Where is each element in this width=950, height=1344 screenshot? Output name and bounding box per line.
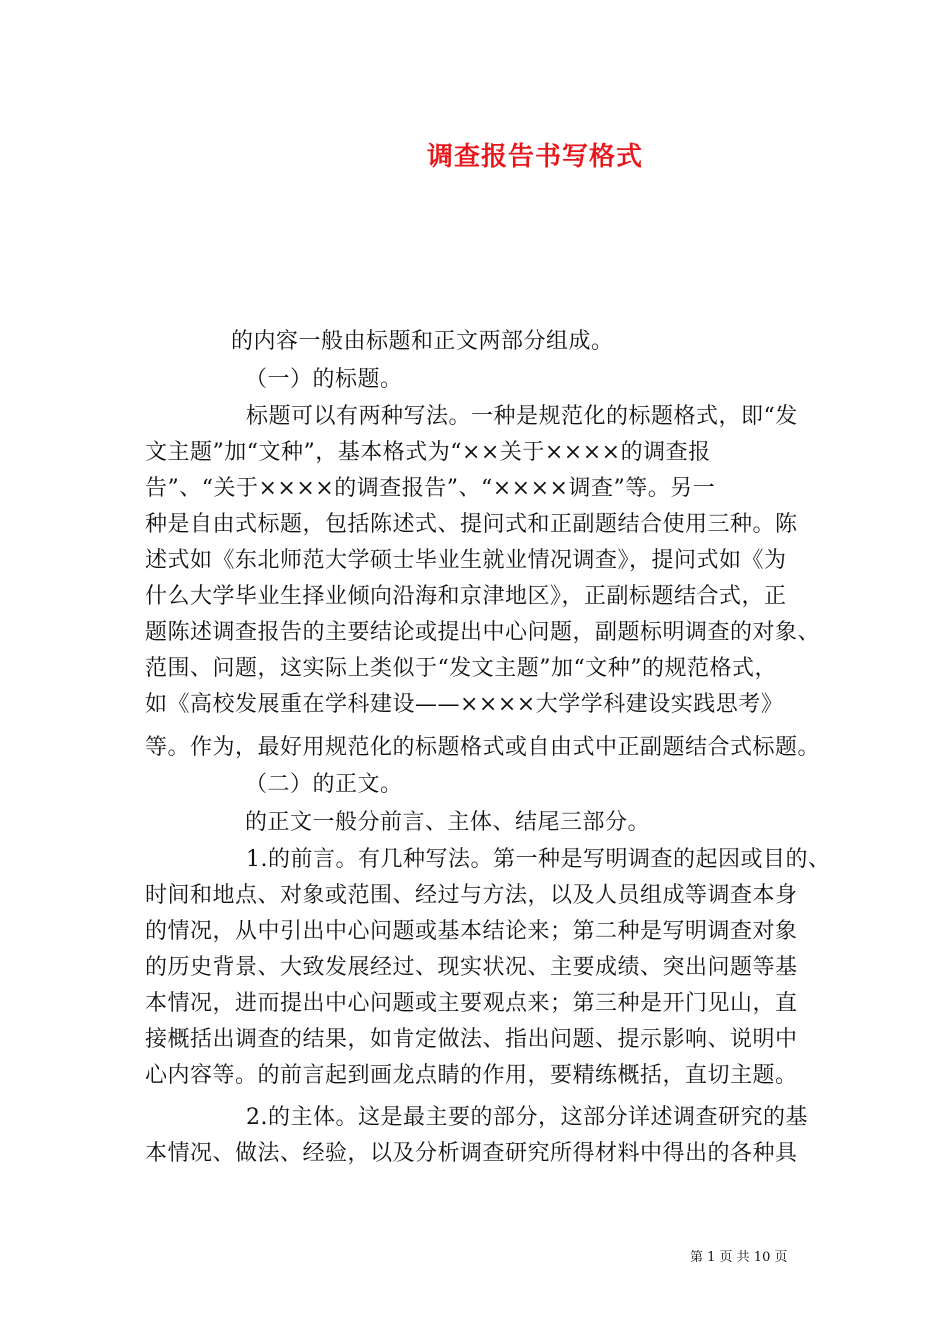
section-heading: （二）的正文。 bbox=[245, 772, 403, 797]
text-line: 告”、“关于××××的调查报告”、“××××调查”等。另一 bbox=[145, 476, 716, 501]
text-line: 文主题”加“文种”，基本格式为“××关于××××的调查报 bbox=[145, 440, 711, 465]
text-line: 的内容一般由标题和正文两部分组成。 bbox=[231, 329, 614, 354]
text-line: 种是自由式标题，包括陈述式、提问式和正副题结合使用三种。陈 bbox=[145, 512, 798, 537]
text-line: 题陈述调查报告的主要结论或提出中心问题，副题标明调查的对象、 bbox=[145, 620, 821, 645]
text-line: 心内容等。的前言起到画龙点睛的作用，要精练概括，直切主题。 bbox=[145, 1063, 798, 1088]
text-line: 本情况，进而提出中心问题或主要观点来；第三种是开门见山，直 bbox=[145, 991, 798, 1016]
section-heading: （一）的标题。 bbox=[245, 367, 403, 392]
text-line: 什么大学毕业生择业倾向沿海和京津地区》，正副标题结合式，正 bbox=[145, 584, 787, 609]
text-line: 的正文一般分前言、主体、结尾三部分。 bbox=[245, 810, 651, 835]
text-line: 如《高校发展重在学科建设——××××大学学科建设实践思考》 bbox=[145, 692, 784, 717]
text-line: 范围、问题，这实际上类似于“发文主题”加“文种”的规范格式， bbox=[145, 656, 777, 681]
text-line: 本情况、做法、经验，以及分析调查研究所得材料中得出的各种具 bbox=[145, 1141, 798, 1166]
text-line: 时间和地点、对象或范围、经过与方法，以及人员组成等调查本身 bbox=[145, 883, 798, 908]
text-line: 标题可以有两种写法。一种是规范化的标题格式，即“发 bbox=[246, 404, 798, 429]
text-line: 述式如《东北师范大学硕士毕业生就业情况调查》，提问式如《为 bbox=[145, 548, 787, 573]
text-line: 2.的主体。这是最主要的部分，这部分详述调查研究的基 bbox=[246, 1105, 808, 1130]
text-line: 的情况，从中引出中心问题或基本结论来；第二种是写明调查对象 bbox=[145, 919, 798, 944]
text-line: 等。作为，最好用规范化的标题格式或自由式中正副题结合式标题。 bbox=[145, 735, 821, 760]
page-footer: 第 1 页 共 10 页 bbox=[690, 1250, 788, 1265]
text-line: 接概括出调查的结果，如肯定做法、指出问题、提示影响、说明中 bbox=[145, 1027, 798, 1052]
document-title: 调查报告书写格式 bbox=[426, 142, 643, 172]
text-line: 的历史背景、大致发展经过、现实状况、主要成绩、突出问题等基 bbox=[145, 955, 798, 980]
text-line: 1.的前言。有几种写法。第一种是写明调查的起因或目的、 bbox=[246, 847, 831, 872]
